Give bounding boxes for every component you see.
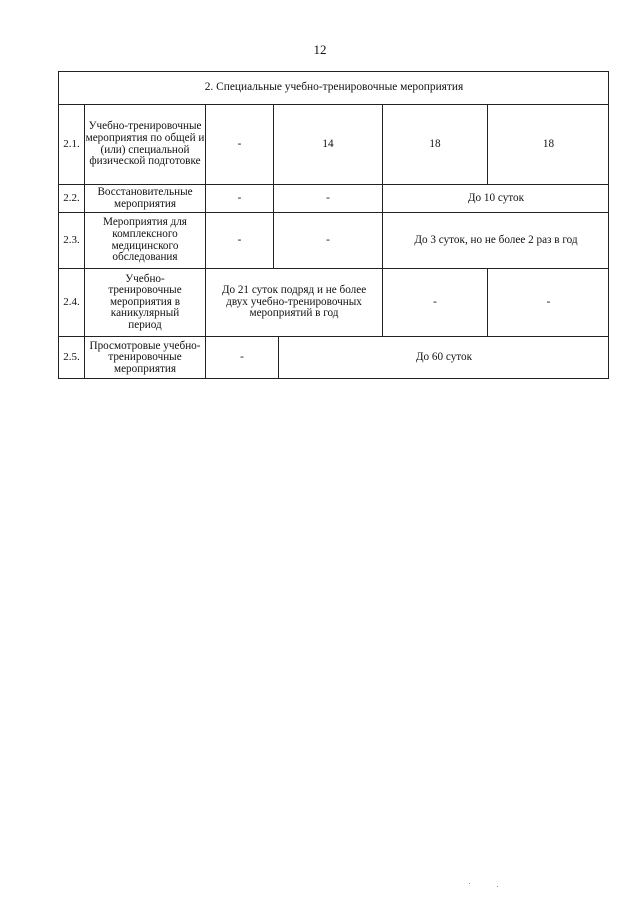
row-2-3-number: 2.3. (58, 212, 84, 268)
row-2-3-name: Мероприятия для комплексного медицинского обследования (84, 212, 205, 268)
row-2-2-number: 2.2. (58, 184, 84, 212)
row-2-3-value-2: - (273, 212, 382, 268)
row-2-4-value-3: - (487, 268, 609, 336)
row-2-4-value-2: - (382, 268, 487, 336)
row-2-1-number: 2.1. (58, 104, 84, 184)
row-2-5-name: Просмотровые учебно-тренировочные мероприятия (84, 336, 205, 379)
row-2-5-value-1: - (205, 336, 278, 379)
row-2-5-number: 2.5. (58, 336, 84, 379)
training-events-table (58, 71, 609, 379)
row-2-1-value-1: - (205, 104, 273, 184)
row-2-5-value-2: До 60 суток (278, 336, 609, 379)
row-2-2-value-2: - (273, 184, 382, 212)
page-number: 12 (313, 42, 327, 57)
row-2-1-value-4: 18 (487, 104, 609, 184)
row-2-1-name: Учебно-тренировочные мероприятия по общей и (или) специальной физической подготовке (84, 104, 205, 184)
row-2-4-value-1: До 21 суток подряд и не более двух учебно-тренировочных мероприятий в год (205, 268, 382, 336)
row-2-1-value-2: 14 (273, 104, 382, 184)
row-2-3-value-3: До 3 суток, но не более 2 раз в год (382, 212, 609, 268)
row-2-1-value-3: 18 (382, 104, 487, 184)
section-header: 2. Специальные учебно-тренировочные мероприятия (58, 71, 609, 104)
row-2-4-number: 2.4. (58, 268, 84, 336)
row-2-4-name: Учебно-тренировочные мероприятия в каникулярный период (84, 268, 205, 336)
scan-speck (469, 883, 470, 884)
row-2-2-value-3: До 10 суток (382, 184, 609, 212)
row-2-3-value-1: - (205, 212, 273, 268)
scan-speck (497, 886, 498, 887)
row-2-2-value-1: - (205, 184, 273, 212)
row-2-2-name: Восстановительные мероприятия (84, 184, 205, 212)
